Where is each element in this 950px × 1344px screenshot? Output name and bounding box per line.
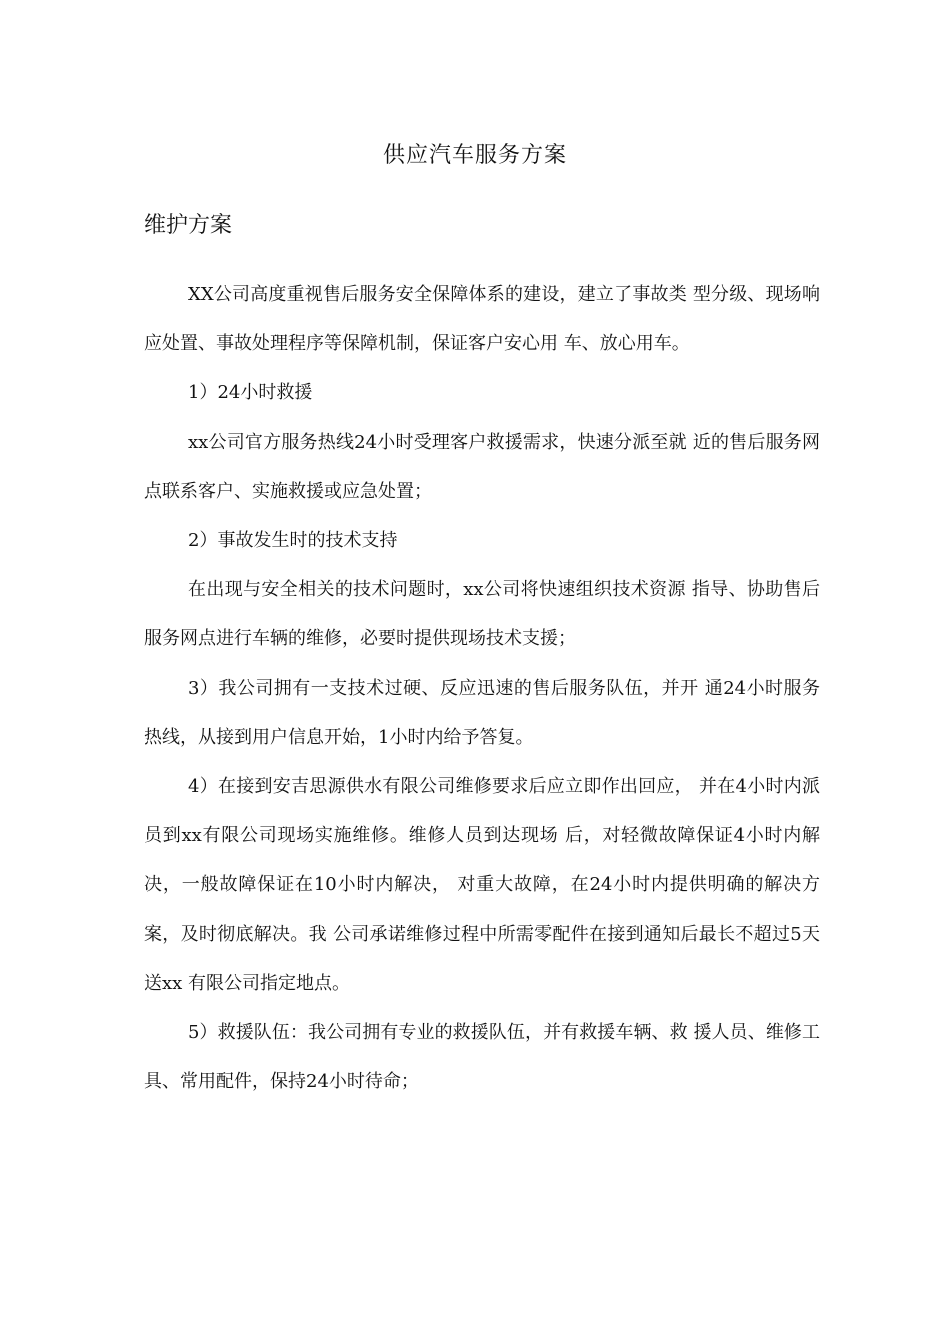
paragraph-item-2-body: 在出现与安全相关的技术问题时，xx公司将快速组织技术资源 指导、协助售后服务网点进行车辆的维修，必要时提供现场技术支援； bbox=[144, 579, 820, 650]
paragraph-item-5: 5）救援队伍：我公司拥有专业的救援队伍，并有救援车辆、救 援人员、维修工具、常用配件，保持24小时待命； bbox=[144, 1022, 820, 1093]
paragraph-item-1-heading: 1）24小时救援 bbox=[188, 382, 313, 404]
paragraph-item-4: 4）在接到安吉思源供水有限公司维修要求后应立即作出回应， 并在4小时内派员到xx有限公司现场实施维修。维修人员到达现场 后，对轻微故障保证4小时内解决，一般故障保证在10小时内解决， 对重大故障，在24小时内提供明确的解决方案，及时彻底解决。我 公司承诺维修过程中所需零配件在接到通知后最长不超过5天送xx 有限公司指定地点。 bbox=[144, 776, 820, 994]
document-title: 供应汽车服务方案 bbox=[382, 143, 567, 168]
document-body bbox=[144, 270, 820, 1106]
section-heading: 维护方案 bbox=[144, 213, 233, 238]
paragraph-item-1-body: xx公司官方服务热线24小时受理客户救援需求，快速分派至就 近的售后服务网点联系客户、实施救援或应急处置； bbox=[144, 431, 820, 502]
paragraph-intro: XX公司高度重视售后服务安全保障体系的建设，建立了事故类 型分级、现场响应处置、事故处理程序等保障机制，保证客户安心用 车、放心用车。 bbox=[144, 284, 820, 355]
paragraph-item-3: 3）我公司拥有一支技术过硬、反应迅速的售后服务队伍，并开 通24小时服务热线，从接到用户信息开始，1小时内给予答复。 bbox=[144, 677, 820, 748]
paragraph-item-2-heading: 2）事故发生时的技术支持 bbox=[188, 530, 398, 552]
